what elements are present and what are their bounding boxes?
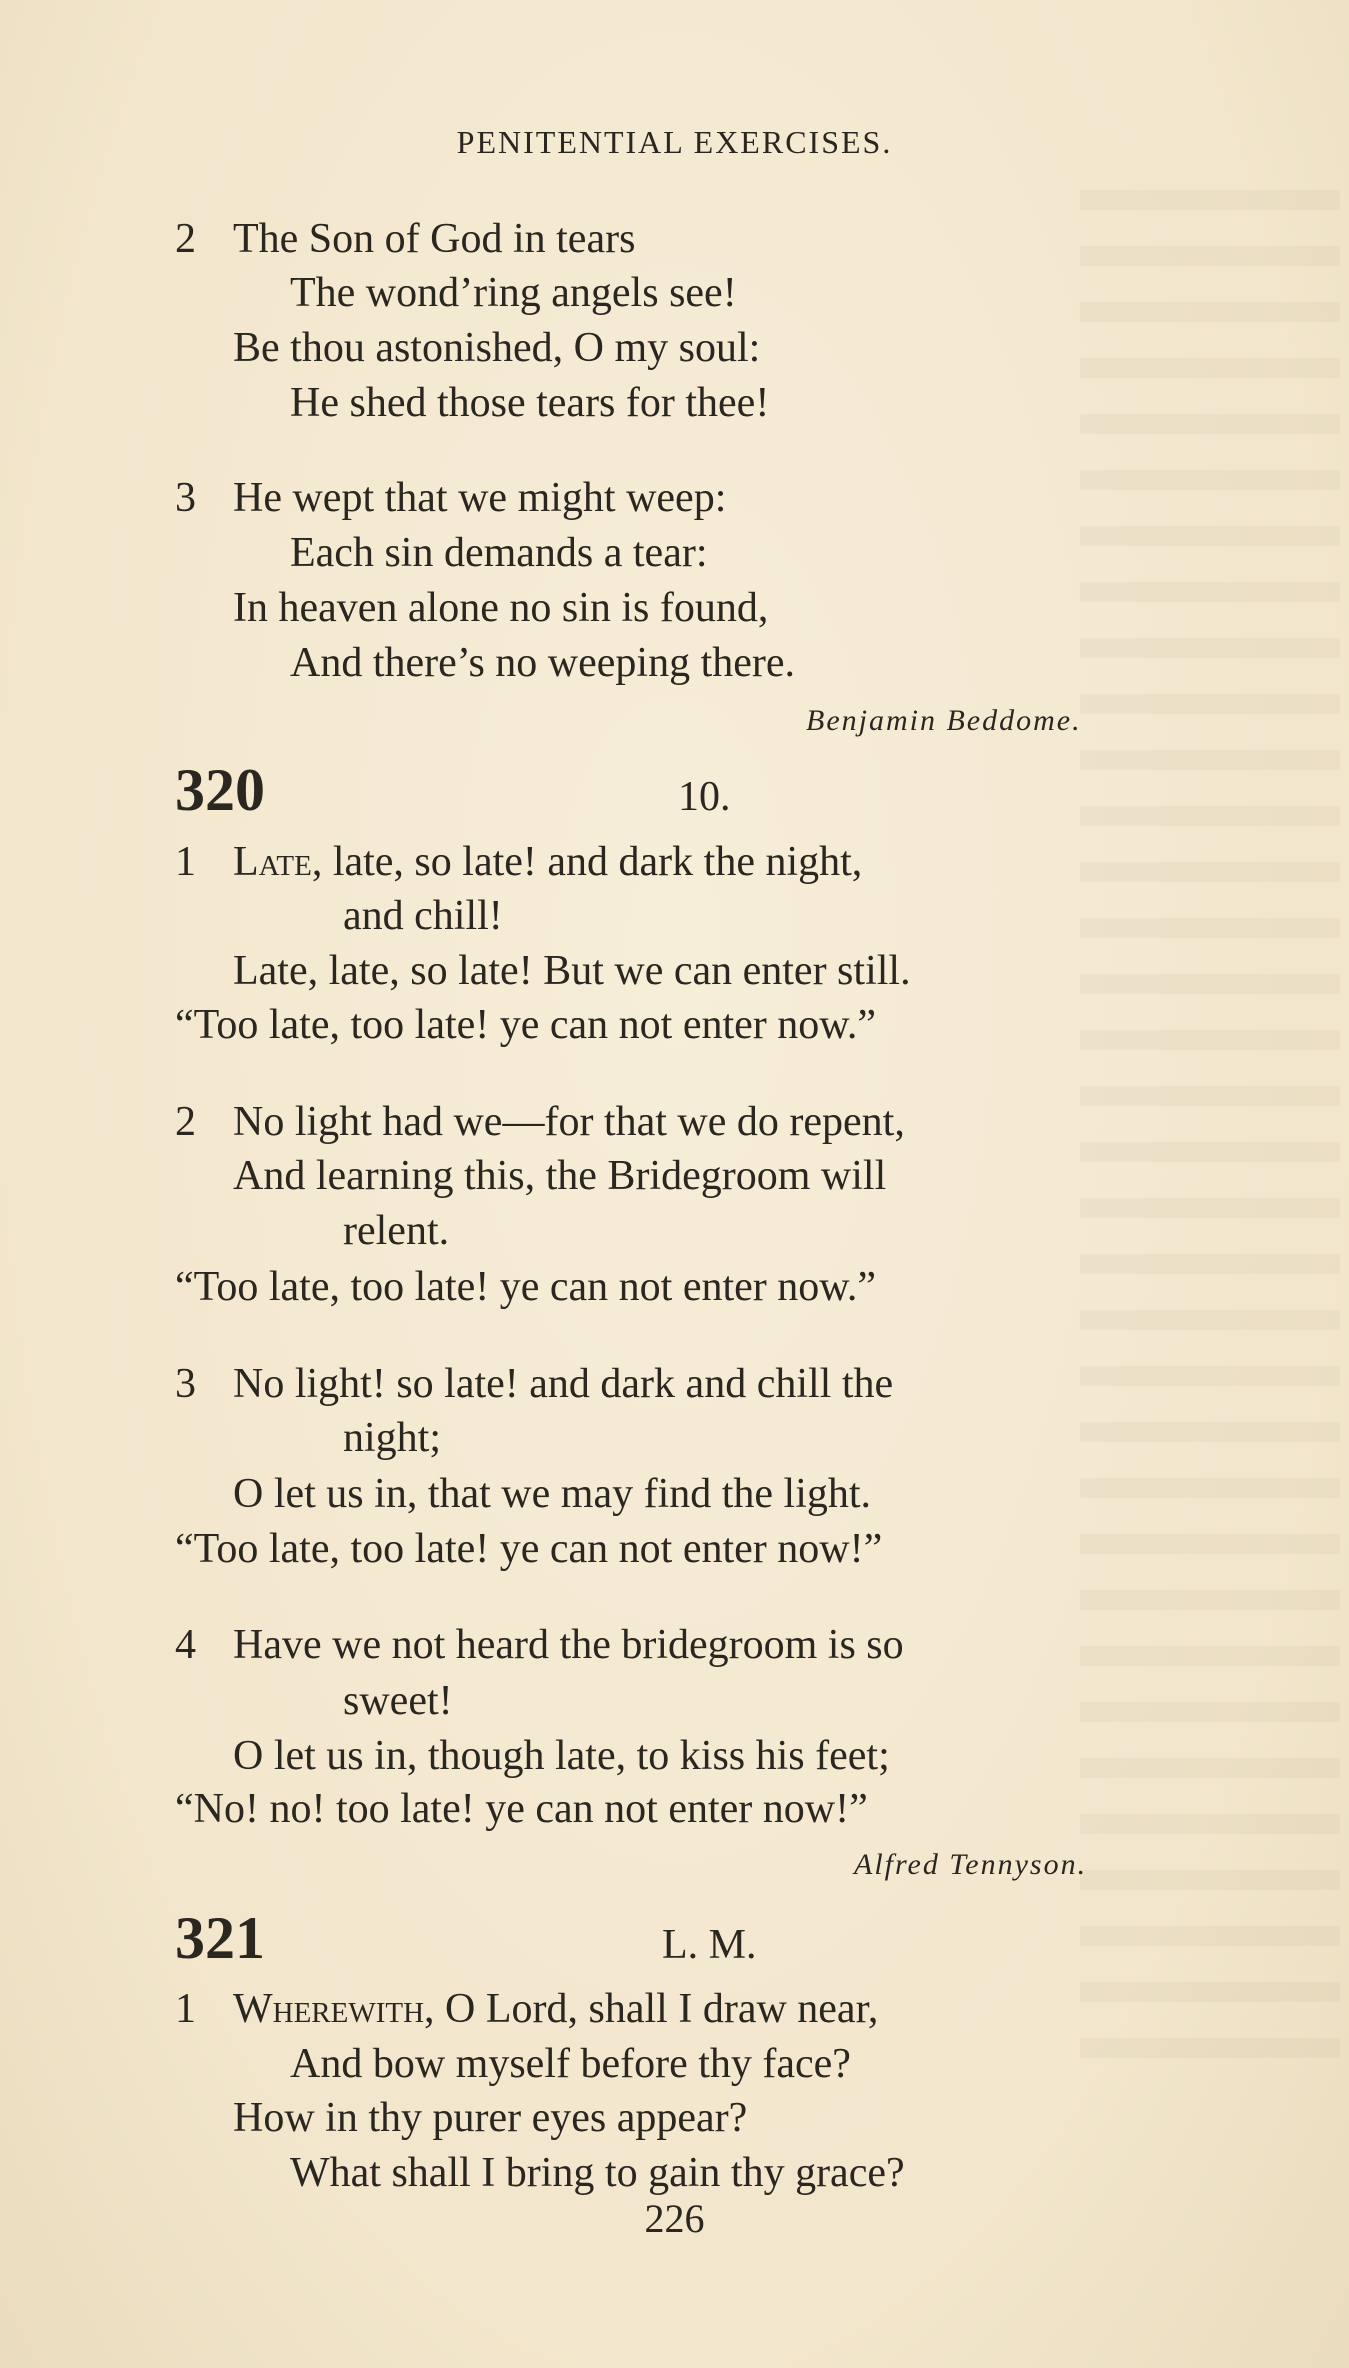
verse-line: “Too late, too late! ye can not enter now.” [175, 1002, 877, 1048]
hymn-meter: 10. [678, 774, 731, 820]
author-attribution: Benjamin Beddome. [806, 704, 1082, 737]
first-word-small-caps: Late, [233, 839, 323, 885]
verse-line: No light had we—for that we do repent, [233, 1099, 905, 1145]
verse-line [233, 1988, 878, 2030]
verse-line: Have we not heard the bridegroom is so [233, 1622, 904, 1668]
verse-number: 3 [175, 1361, 196, 1407]
verse-line: and chill! [343, 893, 503, 939]
verse-line: And learning this, the Bridegroom will [233, 1153, 887, 1199]
verse-line: sweet! [343, 1678, 453, 1724]
verse-line: night; [343, 1415, 442, 1461]
hymn-number: 321 [175, 1905, 265, 1971]
author-attribution: Alfred Tennyson. [854, 1848, 1088, 1881]
verse-line: Late, late, so late! But we can enter still. [233, 948, 911, 994]
verse-line: He wept that we might weep: [233, 475, 727, 521]
page-number: 226 [644, 2196, 705, 2241]
verse-line: And bow myself before thy face? [290, 2041, 851, 2087]
verse-number: 2 [175, 1099, 196, 1145]
running-header: PENITENTIAL EXERCISES. [456, 124, 893, 160]
verse-number: 1 [175, 839, 196, 885]
verse-line: How in thy purer eyes appear? [233, 2095, 748, 2141]
verse-line: In heaven alone no sin is found, [233, 585, 769, 631]
first-line-rest: O Lord, shall I draw near, [434, 1986, 879, 2032]
hymn-meter: L. M. [662, 1922, 757, 1968]
verse-line: “No! no! too late! ye can not enter now!” [175, 1786, 868, 1832]
verse-line: And there’s no weeping there. [290, 640, 796, 686]
verse-line: He shed those tears for thee! [290, 380, 770, 426]
verse-number: 1 [175, 1986, 196, 2032]
verse-line [233, 841, 862, 883]
verse-line: relent. [343, 1208, 450, 1254]
bleed-through-shadow [1080, 190, 1340, 2090]
verse-line: O let us in, that we may find the light. [233, 1471, 872, 1517]
verse-number: 2 [175, 216, 196, 262]
verse-line: The Son of God in tears [233, 216, 636, 262]
verse-line: “Too late, too late! ye can not enter now!” [175, 1526, 883, 1572]
verse-line: No light! so late! and dark and chill the [233, 1361, 894, 1407]
verse-line: Be thou astonished, O my soul: [233, 325, 761, 371]
verse-line: What shall I bring to gain thy grace? [290, 2150, 905, 2196]
verse-number: 4 [175, 1622, 196, 1668]
hymn-number: 320 [175, 757, 265, 823]
verse-line: “Too late, too late! ye can not enter now.” [175, 1264, 877, 1310]
first-line-rest: late, so late! and dark the night, [322, 839, 863, 885]
verse-line: O let us in, though late, to kiss his feet; [233, 1733, 890, 1779]
verse-line: Each sin demands a tear: [290, 530, 708, 576]
first-word-small-caps: Wherewith, [233, 1986, 435, 2032]
verse-line: The wond’ring angels see! [290, 270, 737, 316]
verse-number: 3 [175, 475, 196, 521]
